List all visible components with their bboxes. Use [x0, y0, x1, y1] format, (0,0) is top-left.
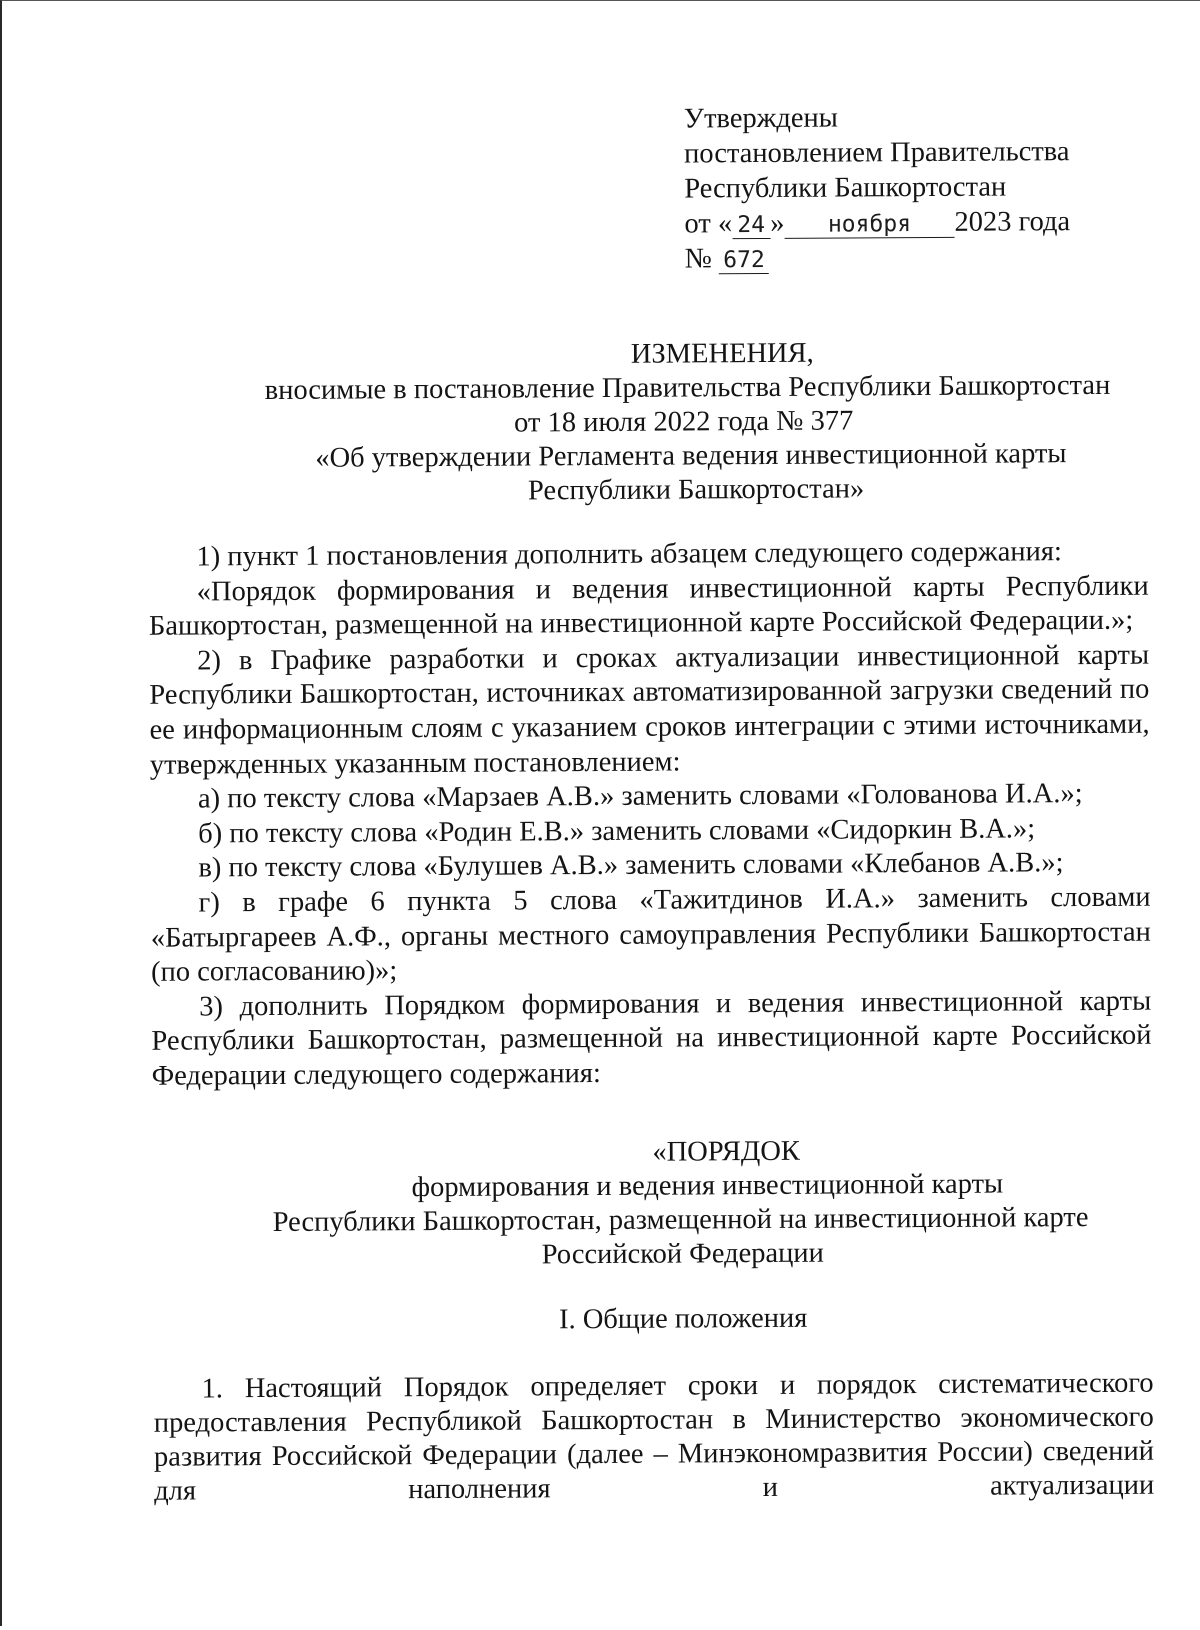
date-day: 24 [732, 212, 770, 239]
paragraph: «Порядок формирования и ведения инвестиционной карты Республики Башкортостан, размещенной на инвестиционной карте Российской Федерации.»; [148, 570, 1149, 642]
approval-line: Республики Башкортостан [684, 171, 1007, 205]
order-title-line: Российской Федерации [541, 1237, 824, 1271]
date-year: 2023 года [954, 206, 1071, 238]
title-line: «Об утверждении Регламента ведения инвестиционной карты [315, 438, 1067, 474]
title-line: Республики Башкортостан» [527, 473, 865, 507]
order-title-line: Республики Башкортостан, размещенной на инвестиционной карте [272, 1202, 1089, 1239]
paragraph: 2) в Графике разработки и сроках актуализации инвестиционной карты Республики Башкортостан, источниках автоматизированной загрузки сведений по ее информационным слоям с указанием сроков интеграции с этими источниками, утвержденных указанным постановлением: [149, 639, 1150, 781]
document-title [147, 335, 1148, 511]
number-value: 672 [719, 247, 769, 274]
date-prefix: от « [684, 208, 733, 240]
approval-block [684, 99, 1071, 276]
paragraph: г) в графе 6 пункта 5 слова «Тажитдинов И.А.» заменить словами «Батыргареев А.Ф., органы местного самоуправления Республики Башкортостан (по согласованию)»; [150, 881, 1151, 988]
title-heading: ИЗМЕНЕНИЯ, [630, 337, 814, 370]
paragraph: 3) дополнить Порядком формирования и ведения инвестиционной карты Республики Башкортостан, размещенной на инвестиционной карте Российской Федерации следующего содержания: [151, 985, 1152, 1092]
approval-number [685, 239, 1071, 276]
approval-line: Утверждены [683, 102, 839, 135]
clause-body [153, 1367, 1154, 1509]
title-line: от 18 июля 2022 года № 377 [513, 405, 854, 439]
paragraph: б) по тексту слова «Родин Е.В.» заменить словами «Сидоркин В.А.»; [198, 813, 1036, 850]
section-heading: I. Общие положения [558, 1302, 808, 1336]
approval-line: постановлением Правительства [683, 136, 1070, 170]
document-body [148, 535, 1151, 1095]
date-month: ноября [784, 211, 954, 239]
number-prefix: № [684, 243, 712, 275]
paragraph: 1) пункт 1 постановления дополнить абзацем следующего содержания: [196, 536, 1062, 573]
date-mid: » [770, 207, 785, 239]
paragraph: а) по тексту слова «Марзаев А.В.» заменить словами «Голованова И.А.»; [197, 778, 1083, 815]
order-title [152, 1133, 1153, 1275]
clause-paragraph: 1. Настоящий Порядок определяет сроки и порядок систематического предоставления Республикой Башкортостан в Министерство экономического развития Российской Федерации (далее – Минэкономразвития России) сведений для наполнения и актуализации [153, 1367, 1155, 1507]
approval-date [684, 204, 1070, 241]
title-line: вносимые в постановление Правительства Республики Башкортостан [264, 369, 1111, 407]
order-title-line: формирования и ведения инвестиционной карты [411, 1168, 1004, 1204]
paragraph: в) по тексту слова «Булушев А.В.» заменить словами «Клебанов А.В.»; [198, 847, 1064, 884]
order-heading: «ПОРЯДОК [652, 1135, 800, 1168]
